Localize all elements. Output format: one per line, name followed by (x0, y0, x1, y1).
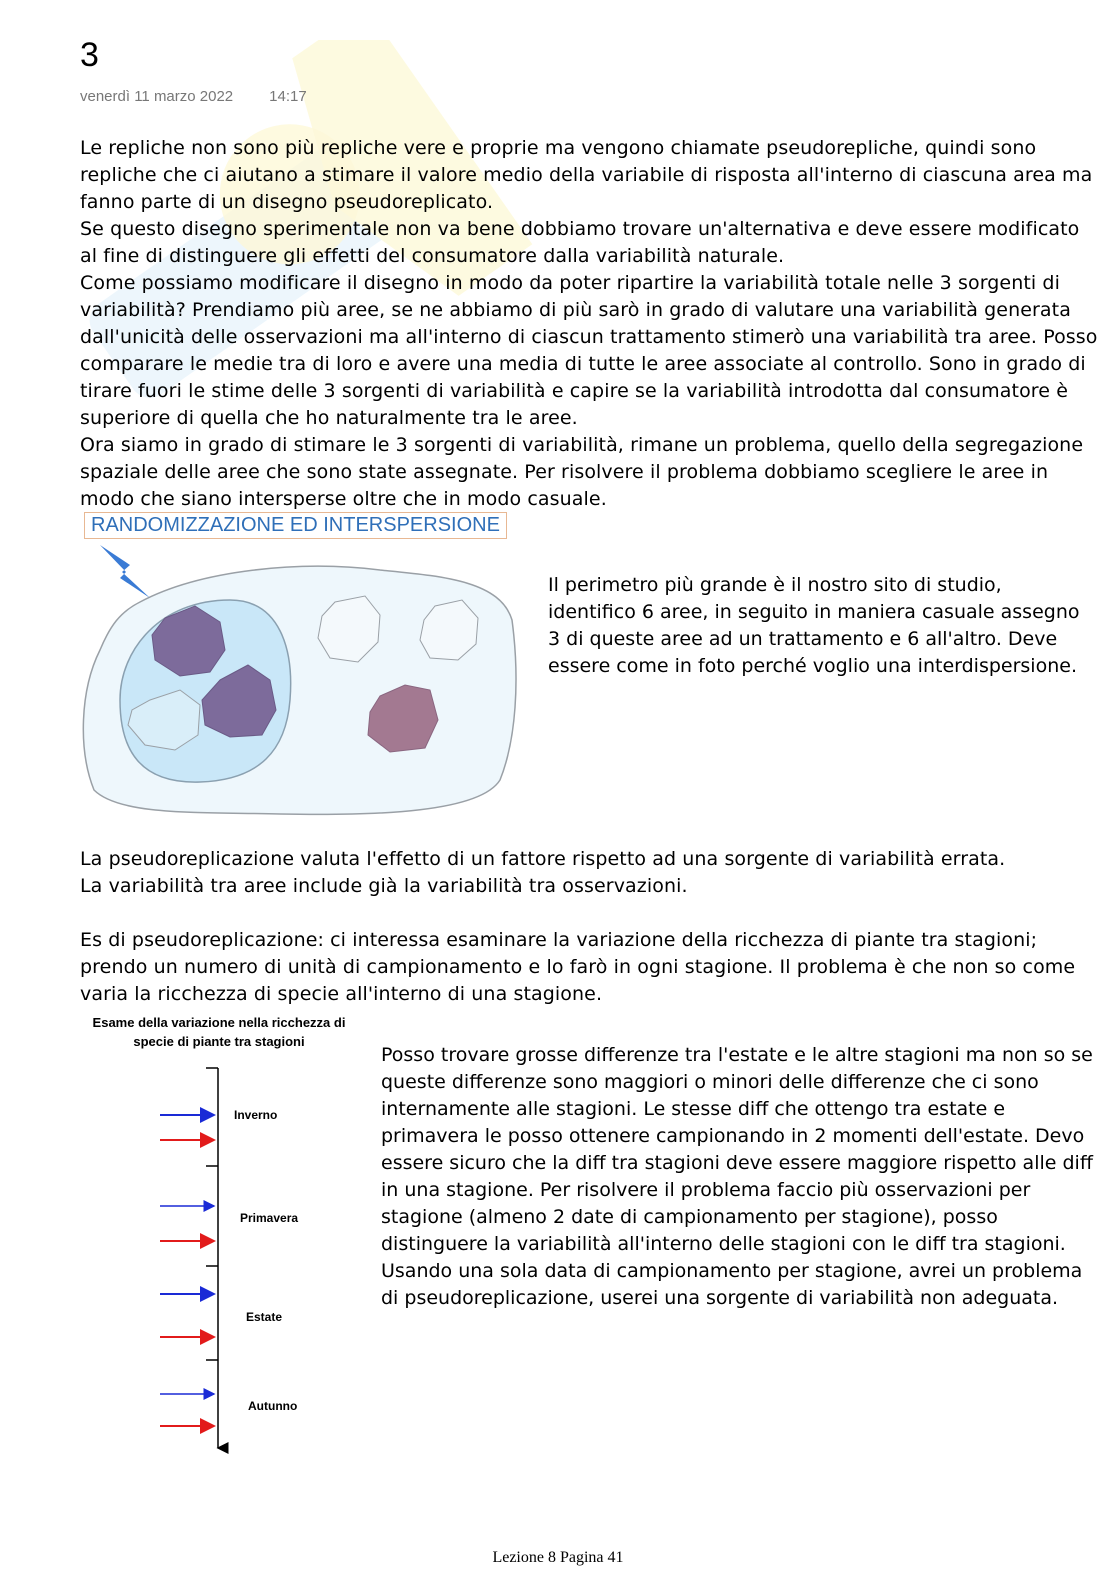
page-time: 14:17 (269, 88, 307, 105)
pseudo-paragraph: La pseudoreplicazione valuta l'effetto di un fattore rispetto ad una sorgente di variabilità errata. (80, 848, 1006, 870)
blank-line (80, 900, 1100, 927)
pseudo-paragraph: Es di pseudoreplicazione: ci interessa esaminare la variazione della ricchezza di piante tra stagioni; prendo un numero di unità di campionamento e lo farò in ogni stagione. Il problema è che non so come varia la ricchezza di specie all'interno di una stagione. (80, 929, 1076, 1005)
season-label: Primavera (240, 1211, 299, 1225)
study-site-illustration (80, 540, 520, 820)
season-label: Autunno (248, 1399, 298, 1413)
season-timeline-figure (150, 1060, 240, 1460)
season-label: Estate (246, 1310, 283, 1324)
intro-paragraph: Ora siamo in grado di stimare le 3 sorgenti di variabilità, rimane un problema, quello della segregazione spaziale delle aree che sono state assegnate. Per risolvere il problema dobbiamo scegliere le aree in modo che siano intersperse oltre che in modo casuale. (80, 434, 1084, 510)
figure-title-line: Esame della variazione nella ricchezza di (92, 1015, 346, 1030)
intro-paragraph: Se questo disegno sperimentale non va bene dobbiamo trovare un'alternativa e deve essere modificato al fine di distinguere gli effetti del consumatore dalla variabilità naturale. (80, 218, 1080, 267)
page-title: 3 (80, 36, 99, 74)
season-label: Inverno (234, 1108, 278, 1122)
intro-paragraph: Le repliche non sono più repliche vere e proprie ma vengono chiamate pseudorepliche, quindi sono repliche che ci aiutano a stimare il valore medio della variabile di risposta all'interno di ciascuna area ma fanno parte di un disegno pseudoreplicato. (80, 137, 1093, 213)
pseudoreplication-text (80, 846, 1100, 1008)
site-description: Il perimetro più grande è il nostro sito di studio, identifico 6 aree, in seguito in maniera casuale assegno 3 di queste aree ad un trattamento e 6 all'altro. Deve essere come in foto perché voglio una interdispersione. (548, 574, 1080, 677)
page-footer: Lezione 8 Pagina 41 (492, 1549, 624, 1566)
intro-paragraph: Come possiamo modificare il disegno in modo da poter ripartire la variabilità totale nelle 3 sorgenti di variabilità? Prendiamo più aree, se ne abbiamo di più sarò in grado di valutare una variabilità generata dall'unicità delle osservazioni ma all'interno di ciascun trattamento stimerò una variabilità tra aree. Posso comparare le medie tra di loro e avere una media di tutte le aree associate al controllo. Sono in grado di tirare fuori le stime delle 3 sorgenti di variabilità e capire se la variabilità introdotta dal consumatore è superiore di quella che ho naturalmente tra le aree. (80, 272, 1098, 429)
pseudo-paragraph: La variabilità tra aree include già la variabilità tra osservazioni. (80, 875, 688, 897)
page-date: venerdì 11 marzo 2022 (80, 88, 234, 105)
timeline-ticks (206, 1068, 218, 1360)
figure-title-line: specie di piante tra stagioni (133, 1034, 305, 1049)
page-meta (80, 88, 307, 105)
season-explanation: Posso trovare grosse differenze tra l'estate e le altre stagioni ma non so se queste differenze sono maggiori o minori delle differenze che ci sono internamente alle stagioni. Le stesse diff che ottengo tra estate e primavera le posso ottenere campionando in 2 momenti dell'estate. Devo essere sicuro che la diff tra stagioni deve essere maggiore rispetto alle diff in una stagione. Per risolvere il problema faccio più osservazioni per stagione (almeno 2 date di campionamento per stagione), posso distinguere la variabilità all'interno delle stagioni con le diff tra stagioni. Usando una sola data di campionamento per stagione, avrei un problema di pseudoreplicazione, userei una sorgente di variabilità non adeguata. (381, 1044, 1093, 1309)
section-heading: RANDOMIZZAZIONE ED INTERSPERSIONE (84, 512, 507, 539)
lightning-icon (100, 545, 150, 598)
intro-text (80, 135, 1100, 513)
figure-title (88, 1013, 350, 1051)
